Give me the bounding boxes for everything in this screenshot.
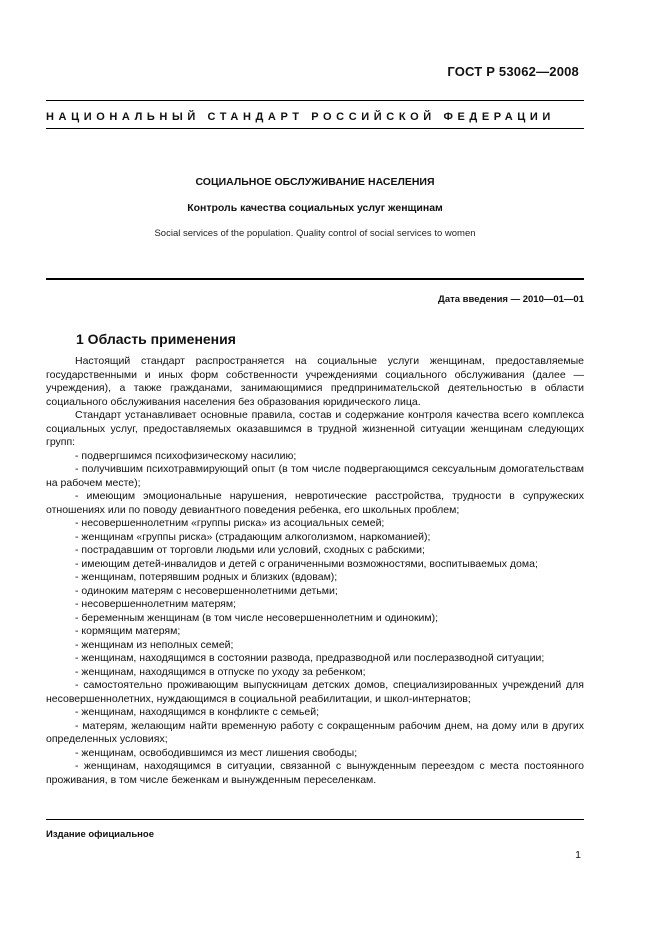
document-title: СОЦИАЛЬНОЕ ОБСЛУЖИВАНИЕ НАСЕЛЕНИЯ [195,176,435,188]
list-item: - подвергшимся психофизическому насилию; [75,449,297,462]
header-divider [46,128,584,129]
document-subtitle: Контроль качества социальных услуг женщинам [187,202,443,214]
list-item: - имеющим детей-инвалидов и детей с ограниченными возможностями, воспитываемых дома; [75,557,538,570]
list-item: - женщинам, находящимся в ситуации, связанной с вынужденным переездом с места постоянного проживания, в том числе беженкам и вынужденным переселенкам. [46,760,584,786]
list-item: - матерям, желающим найти временную работу с сокращенным рабочим днем, на дому или в других определенных условиях; [46,719,584,745]
paragraph: Настоящий стандарт распространяется на социальные услуги женщинам, предоставляемые государственными и иных форм собственности учреждениями социального обслуживания (далее — учреждения), а также гражданами, занимающимися предпринимательской деятельностью в области социального обслуживания населения без образования юридического лица. [46,355,584,408]
standard-code: ГОСТ Р 53062—2008 [447,64,579,79]
list-item: - самостоятельно проживающим выпускницам детских домов, специализированных учреждений для несовершеннолетних, нуждающимся в социальной реабилитации, и школ-интернатов; [46,679,584,705]
list-item: - кормящим матерям; [75,625,181,637]
introduction-date: Дата введения — 2010—01—01 [438,294,584,305]
title-divider [46,278,584,280]
list-item: - женщинам «группы риска» (страдающим алкоголизмом, наркоманией); [75,530,431,543]
national-standard-title: НАЦИОНАЛЬНЫЙ СТАНДАРТ РОССИЙСКОЙ ФЕДЕРАЦИИ [46,111,555,123]
footer-divider [46,819,584,820]
list-item: - женщинам, находящимся в отпуске по уходу за ребенком; [75,665,366,678]
list-item: - женщинам, находящимся в конфликте с семьей; [75,706,320,718]
top-divider [46,100,584,101]
paragraph: Стандарт устанавливает основные правила, состав и содержание контроля качества всего комплекса социальных услуг, предоставляемых оказавшимся в трудной жизненной ситуации женщинам следующих групп: [46,409,584,448]
page-number: 1 [575,849,581,861]
list-item: - получившим психотравмирующий опыт (в том числе подвергающимся сексуальным домогательствам на рабочем месте); [46,463,584,489]
list-item: - одиноким матерям с несовершеннолетними детьми; [75,584,338,597]
list-item: - несовершеннолетним «группы риска» из асоциальных семей; [75,517,385,529]
english-title: Social services of the population. Quality control of social services to women [154,228,476,239]
list-item: - несовершеннолетним матерям; [75,598,236,610]
list-item: - пострадавшим от торговли людьми или условий, сходных с рабскими; [75,544,425,556]
list-item: - женщинам, потерявшим родных и близких (вдовам); [75,571,338,583]
list-item: - женщинам из неполных семей; [75,638,234,651]
edition-note: Издание официальное [46,829,154,840]
list-item: - женщинам, освободившимся из мест лишения свободы; [75,746,358,759]
section-heading: 1 Область применения [76,331,236,347]
list-item: - имеющим эмоциональные нарушения, невротические расстройства, трудности в супружеских отношениях или по поводу девиантного поведения ребенка, его школьных проблем; [46,490,584,516]
list-item: - женщинам, находящимся в состоянии развода, предразводной или послеразводной ситуации; [75,652,545,664]
list-item: - беременным женщинам (в том числе несовершеннолетним и одиноким); [75,611,439,624]
section-body [46,355,584,787]
